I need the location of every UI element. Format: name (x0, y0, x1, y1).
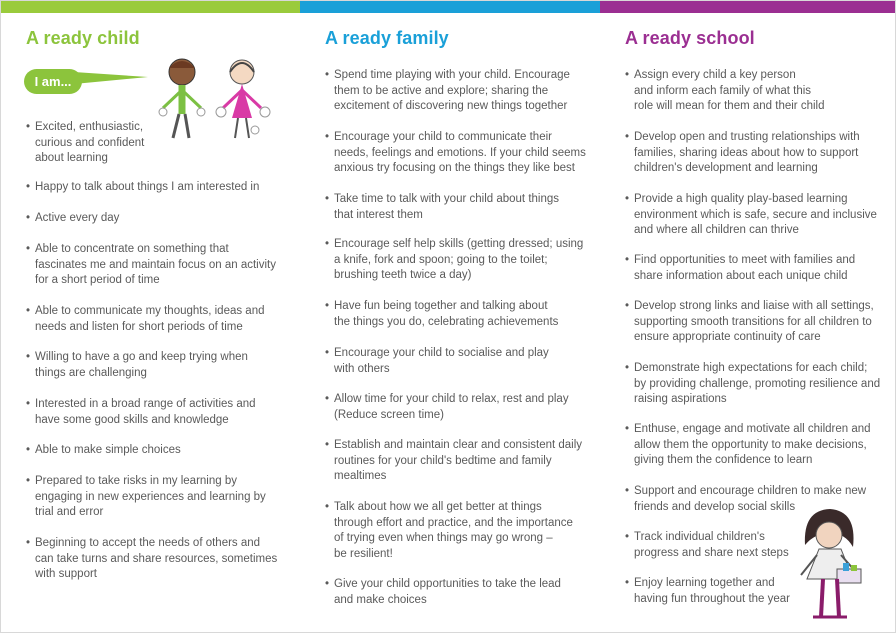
bullet-icon: • (325, 578, 330, 590)
child-list-item (26, 443, 181, 459)
child-list-item (26, 180, 259, 196)
child-item-line: Able to concentrate on something that (35, 243, 229, 255)
family-list-item (325, 130, 586, 177)
ready-family-column (325, 28, 580, 49)
child-list-item (26, 397, 256, 428)
school-item-line: Enthuse, engage and motivate all children and (634, 423, 871, 435)
bullet-icon: • (325, 300, 330, 312)
ready-school-column (625, 28, 880, 49)
bullet-icon: • (26, 212, 31, 224)
child-item-line: have some good skills and knowledge (35, 413, 229, 426)
child-item-line: Able to make simple choices (35, 444, 181, 456)
speech-tail-shape (74, 70, 150, 84)
bullet-icon: • (625, 423, 630, 435)
child-list-item (26, 242, 276, 289)
school-list-item (625, 130, 860, 177)
school-list-item (625, 253, 855, 284)
school-list-item (625, 299, 874, 346)
child-item-line: needs and listen for short periods of time (35, 320, 243, 333)
bullet-icon: • (325, 439, 330, 451)
family-item-line: Spend time playing with your child. Encourage (334, 69, 570, 81)
bullet-icon: • (325, 69, 330, 81)
bullet-icon: • (26, 121, 31, 133)
bullet-icon: • (26, 537, 31, 549)
school-item-line: ensure appropriate continuity of care (634, 331, 821, 343)
bullet-icon: • (625, 193, 630, 205)
family-item-line: Have fun being together and talking about (334, 300, 548, 312)
family-item-line: that interest them (334, 208, 423, 221)
bullet-icon: • (325, 347, 330, 359)
school-item-line: Develop strong links and liaise with all settings, (634, 300, 874, 312)
family-list-item (325, 438, 582, 485)
family-item-line: (Reduce screen time) (334, 408, 444, 421)
bullet-icon: • (625, 485, 630, 497)
school-item-line: children's development and learning (634, 162, 818, 174)
family-item-line: Encourage self help skills (getting dressed; using (334, 238, 584, 250)
child-item-line: Excited, enthusiastic, (35, 121, 144, 133)
bullet-icon: • (26, 351, 31, 363)
bullet-icon: • (26, 305, 31, 317)
child-item-line: fascinates me and maintain focus on an activity (35, 258, 276, 271)
child-item-line: for a short period of time (35, 274, 160, 286)
school-item-line: by providing challenge, promoting resilience and (634, 377, 881, 390)
school-item-line: Find opportunities to meet with families and (634, 254, 856, 266)
family-item-line: anxious try focusing on the things they like best (334, 162, 576, 174)
school-list-item (625, 422, 871, 469)
bullet-icon: • (625, 69, 630, 81)
child-item-line: Beginning to accept the needs of others and (35, 537, 261, 549)
bullet-icon: • (325, 131, 330, 143)
child-list-item (26, 211, 119, 227)
family-item-line: Establish and maintain clear and consistent daily (334, 439, 583, 451)
ready-child-column (26, 28, 294, 49)
bullet-icon: • (26, 475, 31, 487)
school-list-item (625, 192, 877, 239)
school-girl-drawing-illustration (795, 505, 867, 625)
child-item-line: Willing to have a go and keep trying when (35, 351, 248, 363)
ready-family-title: A ready family (325, 28, 449, 48)
family-list-item (325, 346, 549, 377)
children-drawing-illustration (155, 52, 280, 144)
family-item-line: and make choices (334, 593, 427, 606)
family-item-line: a knife, fork and spoon; going to the toilet; (334, 253, 548, 266)
school-list-item (625, 530, 789, 561)
i-am-badge: I am... (24, 69, 82, 94)
bullet-icon: • (625, 577, 630, 589)
school-item-line: having fun throughout the year (634, 592, 791, 605)
school-item-line: share information about each unique child (634, 269, 848, 282)
child-item-line: Active every day (35, 212, 120, 224)
child-item-line: things are challenging (35, 366, 147, 379)
family-item-line: them to be active and explore; sharing the (334, 84, 549, 97)
bullet-icon: • (325, 501, 330, 513)
family-item-line: through effort and practice, and the importance (334, 516, 573, 529)
family-item-line: Take time to talk with your child about things (334, 193, 560, 205)
child-list-item (26, 536, 277, 583)
school-item-line: raising aspirations (634, 393, 727, 405)
bullet-icon: • (325, 193, 330, 205)
school-item-line: Assign every child a key person (634, 69, 796, 81)
family-list-item (325, 392, 569, 423)
bullet-icon: • (26, 181, 31, 193)
family-list-item (325, 192, 559, 223)
family-item-line: Talk about how we all get better at things (334, 501, 542, 513)
school-item-line: Track individual children's (634, 531, 765, 543)
school-list-item (625, 361, 880, 408)
child-item-line: Happy to talk about things I am interested in (35, 181, 260, 193)
child-item-line: with support (35, 568, 98, 580)
school-item-line: supporting smooth transitions for all children to (634, 315, 872, 328)
family-item-line: the things you do, celebrating achievements (334, 315, 559, 328)
child-list-item (26, 350, 248, 381)
top-bar-green (0, 0, 300, 13)
school-item-line: Enjoy learning together and (634, 577, 775, 589)
school-item-line: Support and encourage children to make new (634, 485, 867, 497)
child-item-line: Prepared to take risks in my learning by (35, 475, 237, 487)
family-list-item (325, 237, 583, 284)
bullet-icon: • (625, 254, 630, 266)
child-item-line: trial and error (35, 506, 104, 518)
school-item-line: Provide a high quality play-based learning (634, 193, 848, 205)
child-list-item (26, 474, 266, 521)
school-item-line: giving them the confidence to learn (634, 454, 813, 466)
school-item-line: and where all children can thrive (634, 224, 799, 236)
school-item-line: and inform each family of what this (634, 84, 812, 97)
school-item-line: progress and share next steps (634, 546, 789, 559)
bullet-icon: • (325, 238, 330, 250)
ready-school-title: A ready school (625, 28, 755, 48)
bullet-icon: • (325, 393, 330, 405)
ready-child-title: A ready child (26, 28, 140, 48)
child-item-line: Interested in a broad range of activities and (35, 398, 256, 410)
family-list-item (325, 68, 570, 115)
family-item-line: brushing teeth twice a day) (334, 269, 472, 281)
child-item-line: Able to communicate my thoughts, ideas and (35, 305, 265, 317)
child-item-line: can take turns and share resources, sometimes (35, 552, 278, 565)
family-item-line: needs, feelings and emotions. If your child seems (334, 146, 586, 159)
family-item-line: of trying even when things may go wrong – (334, 532, 553, 544)
school-item-line: allow them the opportunity to make decisions, (634, 438, 867, 451)
school-item-line: families, sharing ideas about how to support (634, 146, 859, 159)
family-item-line: Encourage your child to communicate their (334, 131, 552, 143)
bullet-icon: • (26, 398, 31, 410)
family-list-item (325, 299, 558, 330)
top-bar-blue (300, 0, 600, 13)
family-item-line: Give your child opportunities to take the lead (334, 578, 561, 590)
bullet-icon: • (625, 531, 630, 543)
family-list-item (325, 577, 561, 608)
child-item-line: about learning (35, 152, 108, 164)
bullet-icon: • (625, 362, 630, 374)
bullet-icon: • (26, 444, 31, 456)
child-list-item (26, 120, 144, 167)
school-item-line: Develop open and trusting relationships with (634, 131, 860, 143)
school-item-line: friends and develop social skills (634, 500, 796, 513)
school-item-line: environment which is safe, secure and inclusive (634, 208, 877, 221)
child-item-line: engaging in new experiences and learning by (35, 490, 266, 503)
bullet-icon: • (625, 300, 630, 312)
family-item-line: excitement of discovering new things together (334, 100, 568, 112)
bullet-icon: • (625, 131, 630, 143)
family-item-line: Allow time for your child to relax, rest and play (334, 393, 569, 405)
school-list-item (625, 576, 790, 607)
child-item-line: curious and confident (35, 136, 145, 149)
bullet-icon: • (26, 243, 31, 255)
family-item-line: mealtimes (334, 470, 387, 482)
child-list-item (26, 304, 265, 335)
family-list-item (325, 500, 573, 562)
family-item-line: Encourage your child to socialise and play (334, 347, 549, 359)
school-list-item (625, 68, 824, 115)
family-item-line: with others (334, 362, 390, 375)
top-bar-purple (600, 0, 896, 13)
school-item-line: role will mean for them and their child (634, 100, 825, 112)
family-item-line: be resilient! (334, 547, 393, 560)
school-item-line: Demonstrate high expectations for each child; (634, 362, 868, 374)
family-item-line: routines for your child's bedtime and family (334, 454, 552, 467)
